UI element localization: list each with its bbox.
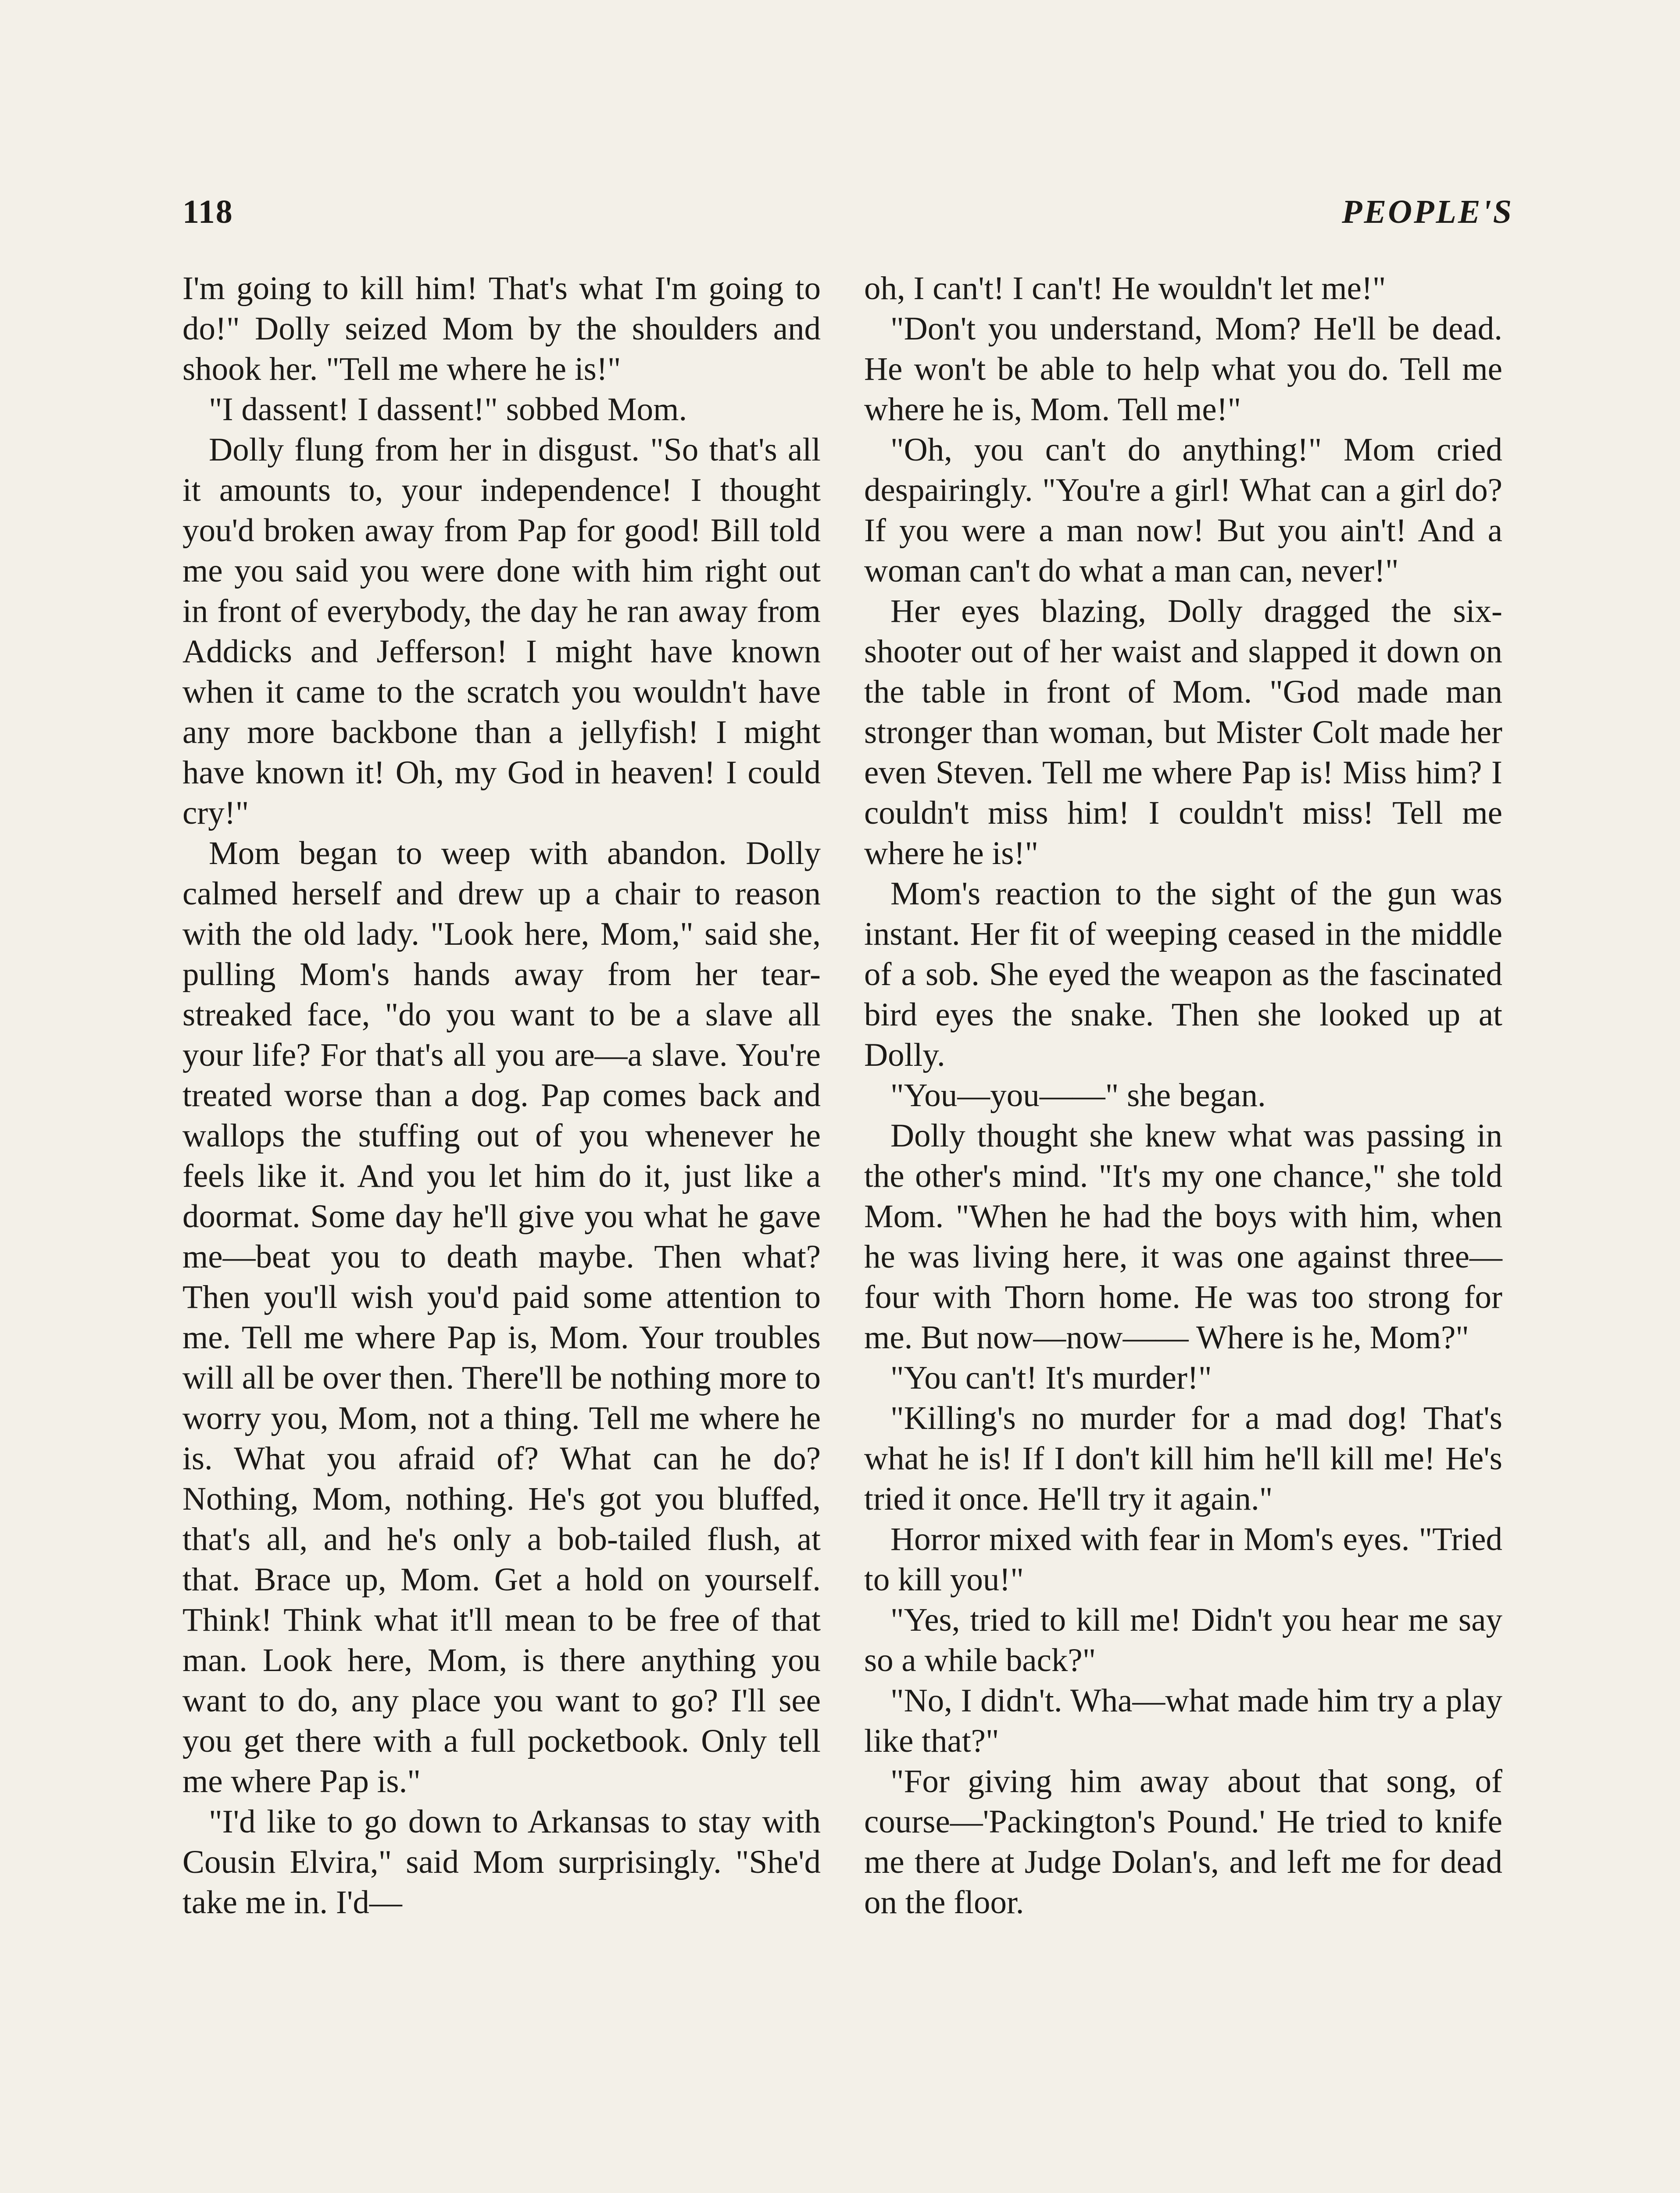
paragraph: "I'd like to go down to Arkansas to stay with Cousin Elvira," said Mom surprisingly. "She'd take me in. I'd— <box>182 1804 821 1921</box>
paragraph: "Don't you understand, Mom? He'll be dead. He won't be able to help what you do. Tell me where he is, Mom. Tell me!" <box>864 311 1502 428</box>
paragraph: "For giving him away about that song, of course—'Packington's Pound.' He tried to knife me there at Judge Dolan's, and left me for dead on the floor. <box>864 1763 1502 1921</box>
paragraph: "Yes, tried to kill me! Didn't you hear me say so a while back?" <box>864 1602 1502 1679</box>
paragraph: "You can't! It's murder!" <box>890 1360 1212 1396</box>
paragraph: "Killing's no murder for a mad dog! That's what he is! If I don't kill him he'll kill me! He's tried it once. He'll try it again." <box>864 1400 1502 1517</box>
paragraph: I'm going to kill him! That's what I'm going to do!" Dolly seized Mom by the shoulders and shook her. "Tell me where he is!" <box>182 270 821 387</box>
page-number: 118 <box>182 193 233 230</box>
paragraph: Mom began to weep with abandon. Dolly calmed herself and drew up a chair to reason with the old lady. "Look here, Mom," said she, pulling Mom's hands away from her tear-streaked face, "do you want to be a slave all your life? For that's all you are—a slave. You're treated worse than a dog. Pap comes back and wallops the stuffing out of you whenever he feels like it. And you let him do it, just like a doormat. Some day he'll give you what he gave me—beat you to death maybe. Then what? Then you'll wish you'd paid some attention to me. Tell me where Pap is, Mom. Your troubles will all be over then. There'll be nothing more to worry you, Mom, not a thing. Tell me where he is. What you afraid of? What can he do? Nothing, Mom, nothing. He's got you bluffed, that's all, and he's only a bob-tailed flush, at that. Brace up, Mom. Get a hold on yourself. Think! Think what it'll mean to be free of that man. Look here, Mom, is there anything you want to do, any place you want to go? I'll see you get there with a full pocketbook. Only tell me where Pap is." <box>182 835 821 1800</box>
paragraph: "You—you——" she began. <box>890 1077 1266 1114</box>
paragraph: Mom's reaction to the sight of the gun was instant. Her fit of weeping ceased in the middle of a sob. She eyed the weapon as the fascinated bird eyes the snake. Then she looked up at Dolly. <box>864 875 1502 1073</box>
paragraph: Horror mixed with fear in Mom's eyes. "Tried to kill you!" <box>864 1521 1502 1598</box>
paragraph: "Oh, you can't do anything!" Mom cried despairingly. "You're a girl! What can a girl do? If you were a man now! But you ain't! And a woman can't do what a man can, never!" <box>864 432 1502 589</box>
paragraph: oh, I can't! I can't! He wouldn't let me!" <box>864 270 1386 307</box>
running-head: PEOPLE'S <box>1342 193 1513 230</box>
paragraph: Her eyes blazing, Dolly dragged the six-shooter out of her waist and slapped it down on the table in front of Mom. "God made man stronger than woman, but Mister Colt made her even Steven. Tell me where Pap is! Miss him? I couldn't miss him! I couldn't miss! Tell me where he is!" <box>864 593 1502 871</box>
left-text-column <box>182 268 821 1923</box>
paragraph: "No, I didn't. Wha—what made him try a play like that?" <box>864 1682 1502 1759</box>
paragraph: Dolly thought she knew what was passing in the other's mind. "It's my one chance," she told Mom. "When he had the boys with him, when he was living here, it was one against three—four with Thorn home. He was too strong for me. But now—now—— Where is he, Mom?" <box>864 1118 1502 1356</box>
right-text-column <box>864 268 1502 1923</box>
paragraph: Dolly flung from her in disgust. "So that's all it amounts to, your independence! I thought you'd broken away from Pap for good! Bill told me you said you were done with him right out in front of everybody, the day he ran away from Addicks and Jefferson! I might have known when it came to the scratch you wouldn't have any more backbone than a jellyfish! I might have known it! Oh, my God in heaven! I could cry!" <box>182 432 821 831</box>
paragraph: "I dassent! I dassent!" sobbed Mom. <box>209 391 687 428</box>
